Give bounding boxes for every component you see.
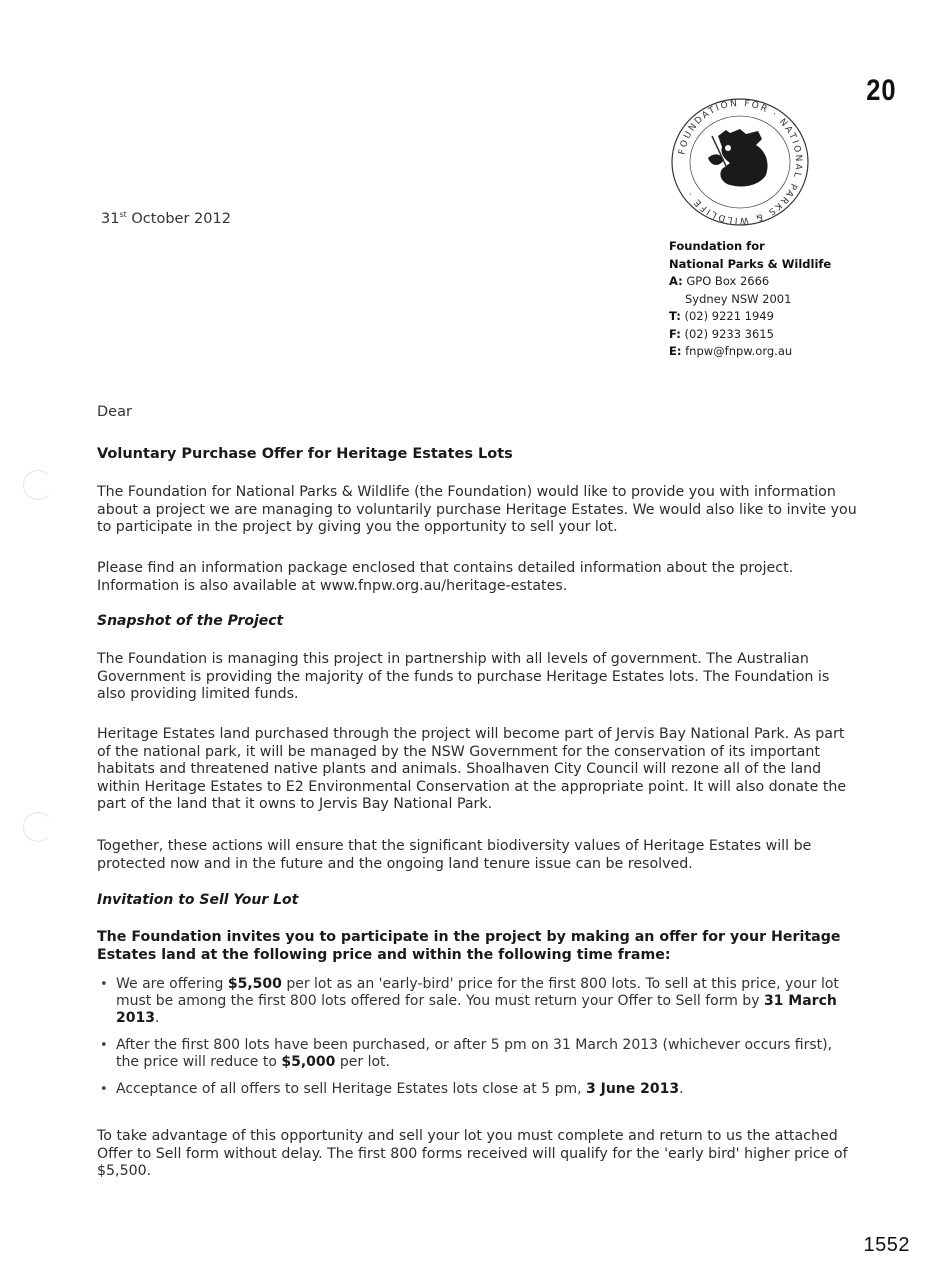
org-name-line1: Foundation for: [669, 239, 765, 253]
page-number: 20: [865, 74, 896, 107]
paragraph-info-package: Please find an information package enclosed that contains detailed information about the project. Information is also available at www.fnpw.org.au/heritage-estates.: [97, 560, 794, 594]
letter-subject: Voluntary Purchase Offer for Heritage Estates Lots: [97, 446, 513, 462]
phone-line: T: (02) 9221 1949: [669, 309, 774, 323]
heading-snapshot: Snapshot of the Project: [97, 613, 284, 629]
list-item: • After the first 800 lots have been purchased, or after 5 pm on 31 March 2013 (whichever occurs first), the price will reduce to $5,000 per lot.: [100, 1037, 840, 1071]
paragraph-biodiversity: Together, these actions will ensure that the significant biodiversity values of Heritage Estates will be protected now and in the future and the ongoing land tenure issue can be resolved.: [97, 838, 812, 872]
paragraph-intro: The Foundation for National Parks & Wildlife (the Foundation) would like to provide you with information about a project we are managing to voluntarily purchase Heritage Estates. We would also like to invite you to participate in the project by giving you the opportunity to sell your lot.: [97, 484, 857, 535]
svg-text:FOUNDATION FOR · NATIONAL PARK: FOUNDATION FOR · NATIONAL PARKS & WILDLIFE ·: [677, 98, 804, 226]
fax-line: F: (02) 9233 3615: [669, 326, 774, 341]
heading-invitation: Invitation to Sell Your Lot: [97, 892, 299, 908]
address-line-2: Sydney NSW 2001: [685, 291, 792, 306]
email-link[interactable]: fnpw@fnpw.org.au: [685, 344, 793, 358]
list-item: • Acceptance of all offers to sell Heritage Estates lots close at 5 pm, 3 June 2013.: [100, 1081, 840, 1098]
punch-hole-mark: [23, 470, 53, 500]
koala-logo-icon: [668, 96, 812, 228]
punch-hole-mark: [23, 812, 53, 842]
paragraph-partnership: The Foundation is managing this project in partnership with all levels of government. The Australian Government is providing the majority of the funds to purchase Heritage Estates lots. The Foundation is also providing limited funds.: [97, 651, 830, 702]
email-line: E: fnpw@fnpw.org.au: [669, 344, 793, 358]
org-name-line2: National Parks & Wildlife: [669, 256, 832, 271]
paragraph-closing: To take advantage of this opportunity and sell your lot you must complete and return to us the attached Offer to Sell form without delay. The first 800 forms received will qualify for the 'early bird' higher price of $5,500.: [97, 1128, 848, 1179]
address-line: A: GPO Box 2666: [669, 274, 770, 288]
document-footer-number: 1552: [863, 1234, 910, 1256]
paragraph-invitation: The Foundation invites you to participate in the project by making an offer for your Heritage Estates land at the following price and within the following time frame:: [97, 929, 841, 963]
list-item: • We are offering $5,500 per lot as an 'early-bird' price for the first 800 lots. To sell at this price, your lot must be among the first 800 lots offered for sale. You must return your Offer to Sell form by 31 March 2013.: [100, 976, 840, 1027]
letterhead-address-block: [669, 238, 831, 361]
paragraph-national-park: Heritage Estates land purchased through the project will become part of Jervis Bay National Park. As part of the national park, it will be managed by the NSW Government for the conservation of its important habitats and threatened native plants and animals. Shoalhaven City Council will rezone all of the land within Heritage Estates to E2 Environmental Conservation at the appropriate point. It will also donate the part of the land that it owns to Jervis Bay National Park.: [97, 726, 847, 812]
letter-date: 31st October 2012: [101, 210, 231, 227]
salutation: Dear: [97, 404, 132, 420]
offer-terms-list: [100, 976, 840, 1108]
